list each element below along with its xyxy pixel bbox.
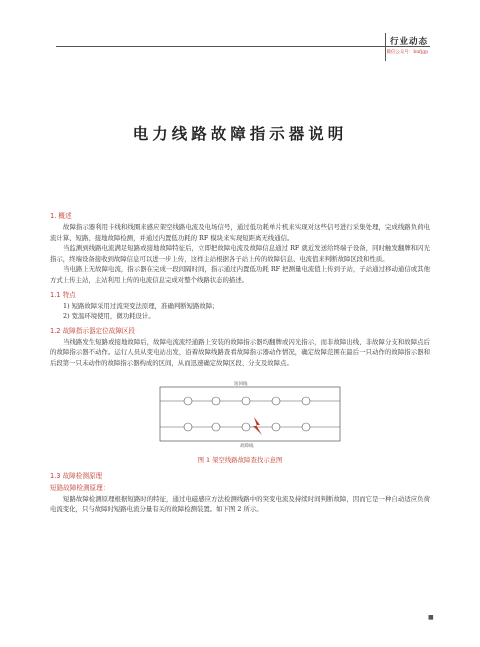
fault-diagram [50, 377, 430, 449]
list-item: 2) 宽温环境使用，微功耗设计。 [63, 312, 155, 321]
section-1-2-heading: 1.2 故障指示器定位故障区段 [50, 326, 136, 335]
paragraph: 故障指示器利用卡线和线圈来感应架空线路电流及电场信号，通过低功耗单片机来实现对这些信号进行采集处理，完成线路负荷电流计算、短路、接地故障检测，并通过内置低功耗的 RF 模块来实现短距离无线通信。 [50, 223, 430, 242]
section-1-1-heading: 1.1 特点 [50, 290, 76, 299]
header-subtitle: 微信公众号：bnfjgp [386, 50, 428, 55]
section-1-3-heading: 1.3 故障检测原理 [50, 471, 103, 480]
paragraph: 短路故障检测原理根据短路时的特征，通过电磁感应方法检测线路中的突变电流及持续时间判断故障，因而它是一种自动适应负荷电流变化，只与故障时短路电流分量有关的故障检测装置。如下图 2 所示。 [50, 494, 430, 514]
paragraph: 当线路发生短路或接地故障后，故障电流流经通路上安装的故障指示器均翻牌或闪光指示，而非故障出线、非故障分支和故障点后的故障指示器不动作。运行人员从变电站出发，沿着故障线路查看故障指示器动作情况，确定故障范围在最后一只动作的故障指示器和后段第一只未动作的故障指示器构成的区间，从而迅速确定故障区段、分支及故障点。 [50, 337, 430, 367]
header-section: 行业动态 [389, 37, 428, 47]
header-rule [56, 46, 430, 47]
fault-diagram-svg [50, 377, 430, 449]
subsection-label: 短路故障检测原理： [50, 483, 110, 492]
section-1-heading: 1. 概述 [50, 212, 72, 220]
fault-point-icon [253, 417, 262, 435]
paragraph: 当监测到线路电流满足短路或接地故障特征后，立即把故障电流及故障信息通过 RF 就近发送给终端子设备，同时触发翻牌和闪光指示，终端设备接收到故障信息可以进一步上传，这样主站根据各子站上传的故障信息、电流值来判断故障区段和性质。 [50, 244, 430, 263]
diagram-bottom-label: 故障线 [240, 443, 254, 449]
figure-caption: 图 1 架空线路故障查找示意图 [197, 455, 283, 464]
list-item: 1) 短路故障采用过流突变法原理，准确判断短路故障； [63, 301, 219, 310]
diagram-top-label: 短回线 [234, 381, 248, 387]
article-body [50, 210, 430, 515]
doc-title: 电力线路故障指示器说明 [132, 124, 348, 143]
paragraph: 当电路上无故障电流，指示器在完成一段间隔时间，指示通过内置低功耗 RF 把测量电流值上传到子站，子站通过移动通信或其他方式上传主站，主站利用上传的电流信息完成对整个线路状态的描述。 [50, 265, 430, 284]
page-mark: ■ [428, 614, 434, 621]
